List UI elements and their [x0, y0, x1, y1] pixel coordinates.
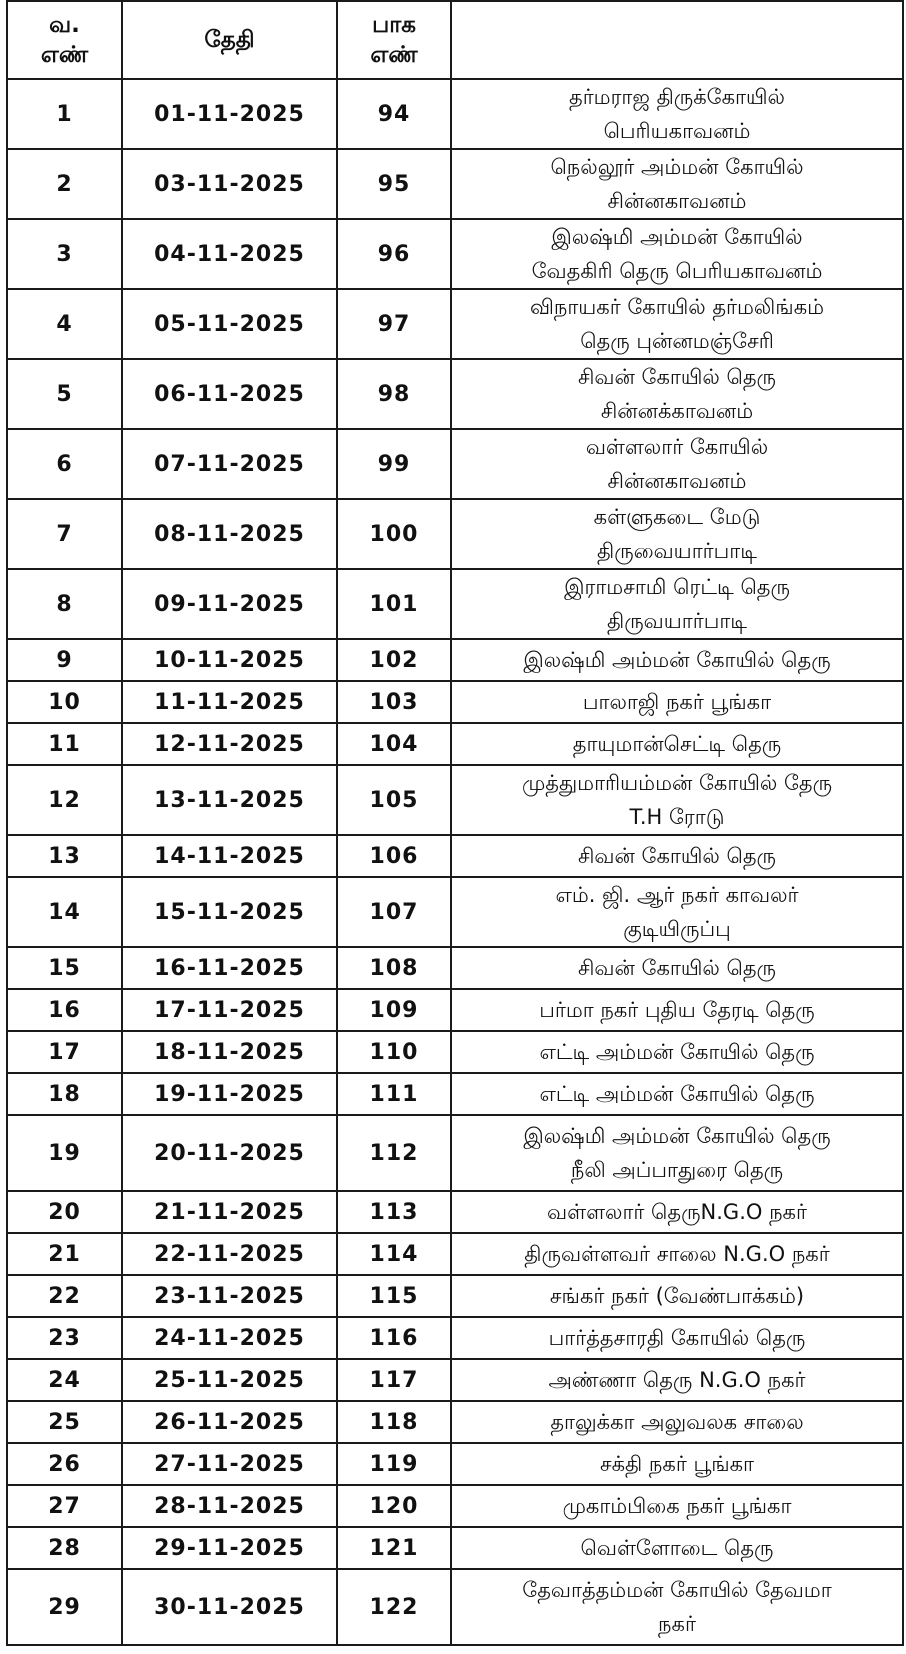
serial-number-cell: 18 — [7, 1073, 122, 1115]
place-cell — [451, 1233, 903, 1275]
part-number-cell: 115 — [337, 1275, 451, 1317]
header-serial-line2: எண் — [40, 42, 89, 68]
date-cell: 21-11-2025 — [122, 1191, 337, 1233]
place-line: T.H ரோடு — [629, 805, 725, 829]
part-number-cell: 97 — [337, 289, 451, 359]
table-row — [7, 289, 903, 359]
part-number-cell: 94 — [337, 79, 451, 149]
table-row — [7, 1569, 903, 1645]
table-row — [7, 1443, 903, 1485]
serial-number-cell: 27 — [7, 1485, 122, 1527]
part-number-cell: 107 — [337, 877, 451, 947]
table-row — [7, 1317, 903, 1359]
table-row — [7, 723, 903, 765]
serial-number-cell: 1 — [7, 79, 122, 149]
serial-number-cell: 14 — [7, 877, 122, 947]
place-cell — [451, 765, 903, 835]
header-part-number — [337, 1, 451, 79]
date-cell: 30-11-2025 — [122, 1569, 337, 1645]
table-row — [7, 1527, 903, 1569]
place-line: எட்டி அம்மன் கோயில் தெரு — [539, 1040, 815, 1064]
table-row — [7, 569, 903, 639]
place-cell — [451, 681, 903, 723]
serial-number-cell: 15 — [7, 947, 122, 989]
place-line: நீலி அப்பாதுரை தெரு — [570, 1158, 784, 1182]
date-cell: 09-11-2025 — [122, 569, 337, 639]
date-cell: 06-11-2025 — [122, 359, 337, 429]
date-cell: 08-11-2025 — [122, 499, 337, 569]
table-row — [7, 1233, 903, 1275]
date-cell: 12-11-2025 — [122, 723, 337, 765]
serial-number-cell: 7 — [7, 499, 122, 569]
place-line: நெல்லூர் அம்மன் கோயில் — [550, 155, 804, 179]
part-number-cell: 103 — [337, 681, 451, 723]
place-cell — [451, 1317, 903, 1359]
header-part-line1: பாக — [372, 12, 416, 38]
place-cell — [451, 569, 903, 639]
part-number-cell: 110 — [337, 1031, 451, 1073]
place-line: இராமசாமி ரெட்டி தெரு — [564, 575, 790, 599]
place-line: திருவள்ளவர் சாலை N.G.O நகர் — [524, 1242, 830, 1266]
place-line: முகாம்பிகை நகர் பூங்கா — [562, 1494, 792, 1518]
place-cell — [451, 877, 903, 947]
part-number-cell: 104 — [337, 723, 451, 765]
date-cell: 19-11-2025 — [122, 1073, 337, 1115]
table-row — [7, 219, 903, 289]
place-line: சக்தி நகர் பூங்கா — [599, 1452, 755, 1476]
table-row — [7, 499, 903, 569]
part-number-cell: 112 — [337, 1115, 451, 1191]
place-line: வெள்ளோடை தெரு — [580, 1536, 774, 1560]
serial-number-cell: 3 — [7, 219, 122, 289]
table-row — [7, 989, 903, 1031]
place-cell — [451, 1401, 903, 1443]
place-line: தர்மராஜ திருக்கோயில் — [569, 85, 785, 109]
place-line: கள்ளுகடை மேடு — [593, 505, 761, 529]
header-place — [451, 1, 903, 79]
place-cell — [451, 359, 903, 429]
part-number-cell: 116 — [337, 1317, 451, 1359]
part-number-cell: 108 — [337, 947, 451, 989]
serial-number-cell: 24 — [7, 1359, 122, 1401]
part-number-cell: 99 — [337, 429, 451, 499]
part-number-cell: 106 — [337, 835, 451, 877]
place-line: சிவன் கோயில் தெரு — [577, 365, 777, 389]
serial-number-cell: 28 — [7, 1527, 122, 1569]
date-cell: 16-11-2025 — [122, 947, 337, 989]
date-cell: 05-11-2025 — [122, 289, 337, 359]
place-cell — [451, 835, 903, 877]
date-cell: 20-11-2025 — [122, 1115, 337, 1191]
place-cell — [451, 79, 903, 149]
schedule-table — [6, 0, 904, 1646]
serial-number-cell: 19 — [7, 1115, 122, 1191]
place-cell — [451, 1073, 903, 1115]
part-number-cell: 120 — [337, 1485, 451, 1527]
table-row — [7, 1073, 903, 1115]
place-line: வேதகிரி தெரு பெரியகாவனம் — [531, 259, 823, 283]
place-cell — [451, 989, 903, 1031]
part-number-cell: 117 — [337, 1359, 451, 1401]
place-line: முத்துமாரியம்மன் கோயில் தேரு — [521, 771, 833, 795]
date-cell: 04-11-2025 — [122, 219, 337, 289]
date-cell: 22-11-2025 — [122, 1233, 337, 1275]
date-cell: 01-11-2025 — [122, 79, 337, 149]
date-cell: 28-11-2025 — [122, 1485, 337, 1527]
place-line: வள்ளலார் தெருN.G.O நகர் — [547, 1200, 807, 1224]
table-row — [7, 1031, 903, 1073]
date-cell: 18-11-2025 — [122, 1031, 337, 1073]
place-line: பெரியகாவனம் — [603, 119, 751, 143]
table-row — [7, 1115, 903, 1191]
place-cell — [451, 1485, 903, 1527]
place-cell — [451, 723, 903, 765]
header-part-line2: எண் — [370, 42, 418, 68]
place-cell — [451, 947, 903, 989]
place-line: சின்னக்காவனம் — [600, 399, 754, 423]
part-number-cell: 102 — [337, 639, 451, 681]
place-cell — [451, 289, 903, 359]
serial-number-cell: 9 — [7, 639, 122, 681]
table-row — [7, 681, 903, 723]
place-cell — [451, 1359, 903, 1401]
part-number-cell: 96 — [337, 219, 451, 289]
table-row — [7, 79, 903, 149]
part-number-cell: 101 — [337, 569, 451, 639]
part-number-cell: 95 — [337, 149, 451, 219]
part-number-cell: 98 — [337, 359, 451, 429]
header-row — [7, 1, 903, 79]
place-cell — [451, 149, 903, 219]
place-line: இலஷ்மி அம்மன் கோயில் — [551, 225, 803, 249]
place-line: திருவயார்பாடி — [606, 609, 748, 633]
date-cell: 29-11-2025 — [122, 1527, 337, 1569]
place-cell — [451, 499, 903, 569]
place-line: சின்னகாவனம் — [607, 469, 747, 493]
table-row — [7, 765, 903, 835]
serial-number-cell: 2 — [7, 149, 122, 219]
table-body — [7, 79, 903, 1645]
place-cell — [451, 219, 903, 289]
date-cell: 27-11-2025 — [122, 1443, 337, 1485]
place-line: விநாயகர் கோயில் தர்மலிங்கம் — [529, 295, 825, 319]
place-cell — [451, 1031, 903, 1073]
table-row — [7, 1359, 903, 1401]
place-line: பர்மா நகர் புதிய தேரடி தெரு — [539, 998, 815, 1022]
place-line: தெரு புன்னமஞ்சேரி — [580, 329, 774, 353]
part-number-cell: 119 — [337, 1443, 451, 1485]
date-cell: 10-11-2025 — [122, 639, 337, 681]
part-number-cell: 118 — [337, 1401, 451, 1443]
place-line: பாலாஜி நகர் பூங்கா — [582, 690, 772, 714]
date-cell: 25-11-2025 — [122, 1359, 337, 1401]
serial-number-cell: 11 — [7, 723, 122, 765]
header-date: தேதி — [122, 1, 337, 79]
date-cell: 17-11-2025 — [122, 989, 337, 1031]
table-row — [7, 429, 903, 499]
place-line: சின்னகாவனம் — [607, 189, 747, 213]
place-line: சிவன் கோயில் தெரு — [577, 956, 777, 980]
date-cell: 24-11-2025 — [122, 1317, 337, 1359]
table-row — [7, 877, 903, 947]
place-line: சிவன் கோயில் தெரு — [577, 844, 777, 868]
place-line: சங்கர் நகர் (வேண்பாக்கம்) — [549, 1284, 805, 1308]
place-cell — [451, 639, 903, 681]
place-line: தாலுக்கா அலுவலக சாலை — [550, 1410, 804, 1434]
place-cell — [451, 1275, 903, 1317]
header-serial-line1: வ. — [49, 12, 80, 38]
serial-number-cell: 10 — [7, 681, 122, 723]
place-line: அண்ணா தெரு N.G.O நகர் — [548, 1368, 806, 1392]
part-number-cell: 109 — [337, 989, 451, 1031]
serial-number-cell: 4 — [7, 289, 122, 359]
part-number-cell: 100 — [337, 499, 451, 569]
serial-number-cell: 21 — [7, 1233, 122, 1275]
place-cell — [451, 1569, 903, 1645]
place-line: தேவாத்தம்மன் கோயில் தேவமா — [522, 1578, 832, 1602]
place-line: திருவையார்பாடி — [597, 539, 757, 563]
date-cell: 11-11-2025 — [122, 681, 337, 723]
serial-number-cell: 20 — [7, 1191, 122, 1233]
place-line: பார்த்தசாரதி கோயில் தெரு — [548, 1326, 806, 1350]
place-line: வள்ளலார் கோயில் — [585, 435, 769, 459]
part-number-cell: 111 — [337, 1073, 451, 1115]
part-number-cell: 121 — [337, 1527, 451, 1569]
table-row — [7, 1485, 903, 1527]
date-cell: 15-11-2025 — [122, 877, 337, 947]
place-line: குடியிருப்பு — [623, 917, 731, 941]
table-row — [7, 1191, 903, 1233]
table-row — [7, 1401, 903, 1443]
serial-number-cell: 17 — [7, 1031, 122, 1073]
serial-number-cell: 22 — [7, 1275, 122, 1317]
serial-number-cell: 29 — [7, 1569, 122, 1645]
table-row — [7, 639, 903, 681]
place-line: இலஷ்மி அம்மன் கோயில் தெரு — [523, 1124, 831, 1148]
place-cell — [451, 429, 903, 499]
serial-number-cell: 26 — [7, 1443, 122, 1485]
place-cell — [451, 1527, 903, 1569]
serial-number-cell: 25 — [7, 1401, 122, 1443]
table-row — [7, 1275, 903, 1317]
place-line: தாயுமான்செட்டி தெரு — [572, 732, 782, 756]
header-serial-number — [7, 1, 122, 79]
part-number-cell: 105 — [337, 765, 451, 835]
date-cell: 26-11-2025 — [122, 1401, 337, 1443]
table-row — [7, 947, 903, 989]
table-row — [7, 359, 903, 429]
serial-number-cell: 12 — [7, 765, 122, 835]
serial-number-cell: 13 — [7, 835, 122, 877]
table-row — [7, 835, 903, 877]
date-cell: 13-11-2025 — [122, 765, 337, 835]
schedule-sheet — [6, 0, 902, 1647]
place-line: எம். ஜி. ஆர் நகர் காவலர் — [555, 883, 799, 907]
date-cell: 23-11-2025 — [122, 1275, 337, 1317]
place-line: எட்டி அம்மன் கோயில் தெரு — [539, 1082, 815, 1106]
serial-number-cell: 8 — [7, 569, 122, 639]
date-cell: 07-11-2025 — [122, 429, 337, 499]
date-cell: 14-11-2025 — [122, 835, 337, 877]
place-line: நகர் — [658, 1612, 696, 1636]
serial-number-cell: 23 — [7, 1317, 122, 1359]
part-number-cell: 122 — [337, 1569, 451, 1645]
date-cell: 03-11-2025 — [122, 149, 337, 219]
part-number-cell: 114 — [337, 1233, 451, 1275]
place-cell — [451, 1191, 903, 1233]
place-cell — [451, 1443, 903, 1485]
place-cell — [451, 1115, 903, 1191]
table-row — [7, 149, 903, 219]
part-number-cell: 113 — [337, 1191, 451, 1233]
serial-number-cell: 16 — [7, 989, 122, 1031]
serial-number-cell: 6 — [7, 429, 122, 499]
serial-number-cell: 5 — [7, 359, 122, 429]
place-line: இலஷ்மி அம்மன் கோயில் தெரு — [523, 648, 831, 672]
